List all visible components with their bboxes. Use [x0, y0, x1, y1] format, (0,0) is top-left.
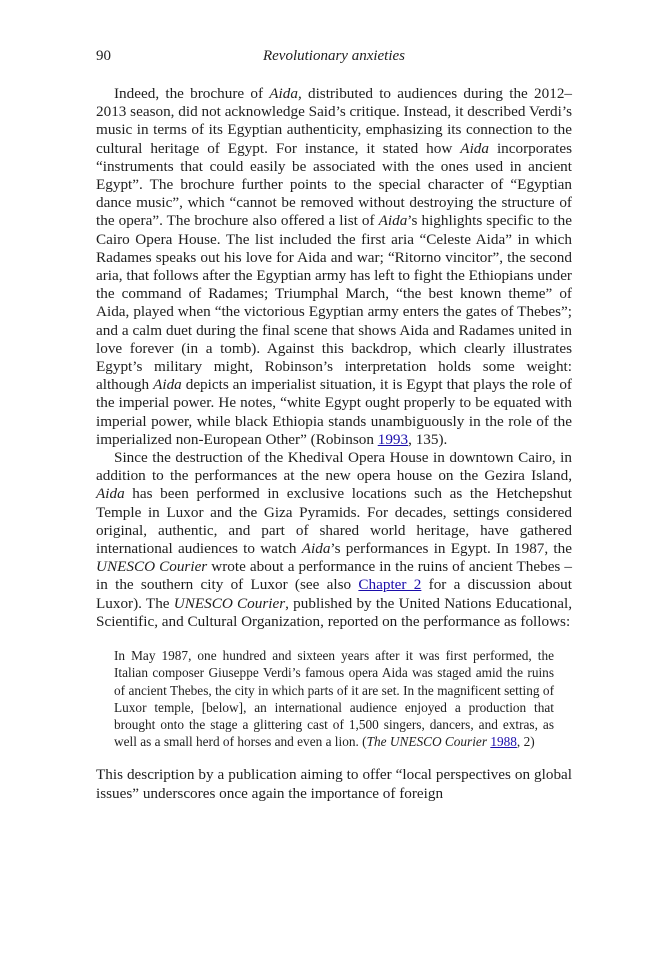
chapter-2-link[interactable]: Chapter 2: [358, 576, 422, 594]
page-header: [96, 48, 572, 70]
paragraph-description: This description by a publication aiming to offer “local perspectives on global issues” underscores once again the importance of foreign: [96, 766, 572, 802]
citation-link-1988[interactable]: 1988: [490, 734, 517, 750]
page-number: 90: [96, 48, 111, 64]
italic-title-aida: Aida: [301, 540, 331, 558]
italic-title-aida: Aida: [96, 485, 125, 503]
italic-title-aida: Aida: [460, 139, 489, 157]
citation-link-1993[interactable]: 1993: [377, 430, 409, 448]
block-quote: In May 1987, one hundred and sixteen years after it was first performed, the Italian composer Giuseppe Verdi’s famous opera Aida was staged amid the ruins of ancient Thebes, the city in which parts of it are set. In the magnificent setting of Luxor temple, [below], an international audience enjoyed a production that brought onto the stage a glittering cast of 1,500 singers, dancers, and extras, as well as a small herd of horses and even a lion. (The UNESCO Courier 1988, 2): [114, 648, 554, 750]
body-text: [96, 85, 572, 803]
italic-title-aida: Aida: [378, 212, 408, 230]
paragraph-aida-performances: Since the destruction of the Khedival Opera House in downtown Cairo, in addition to the performances at the new opera house on the Gezira Island, Aida has been performed in exclusive locations such as the Hetchepshut Temple in Luxor and the Giza Pyramids. For decades, settings considered original, authentic, and part of shared world heritage, have gathered international audiences to watch Aida’s performances in Egypt. In 1987, the UNESCO Courier wrote about a performance in the ruins of ancient Thebes – in the southern city of Luxor (see also Chapter 2 for a discussion about Luxor). The UNESCO Courier, published by the United Nations Educational, Scientific, and Cultural Organization, reported on the performance as follows:: [96, 449, 572, 630]
italic-title-aida: Aida: [153, 376, 182, 394]
running-title: Revolutionary anxieties: [262, 48, 406, 64]
paragraph-aida-brochure: Indeed, the brochure of Aida, distributed to audiences during the 2012–2013 season, did not acknowledge Said’s critique. Instead, it described Verdi’s music in terms of its Egyptian authenticity, emphasizing its connection to the cultural heritage of Egypt. For instance, it stated how Aida incorporates “instruments that could easily be associated with the ones used in ancient Egypt”. The brochure further points to the special character of “Egyptian dance music”, which “cannot be removed without destroying the structure of the opera”. The brochure also offered a list of Aida’s highlights specific to the Cairo Opera House. The list included the first aria “Celeste Aida” in which Radames speaks out his love for Aida and war; “Ritorno vincitor”, the second aria, that follows after the Egyptian army has left to fight the Ethiopians under the command of Radames; Triumphal March, “the best known theme” of Aida, played when “the victorious Egyptian army enters the gates of Thebes”; and a calm duet during the final scene that shows Aida and Radames united in love forever (in a tomb). Against this backdrop, which clearly illustrates Egypt’s military might, Robinson’s interpretation holds some weight: although Aida depicts an imperialist situation, it is Egypt that plays the role of the imperial power. He notes, “white Egypt ought properly to be equated with imperial power, while black Ethiopia stands unambiguously in the role of the imperialized non-European Other” (Robinson 1993, 135).: [96, 85, 573, 448]
italic-unesco-courier: UNESCO Courier: [96, 558, 208, 576]
italic-unesco-courier: UNESCO Courier: [173, 594, 286, 612]
italic-title-aida: Aida: [269, 85, 298, 102]
italic-unesco-courier: The UNESCO Courier: [366, 734, 487, 750]
